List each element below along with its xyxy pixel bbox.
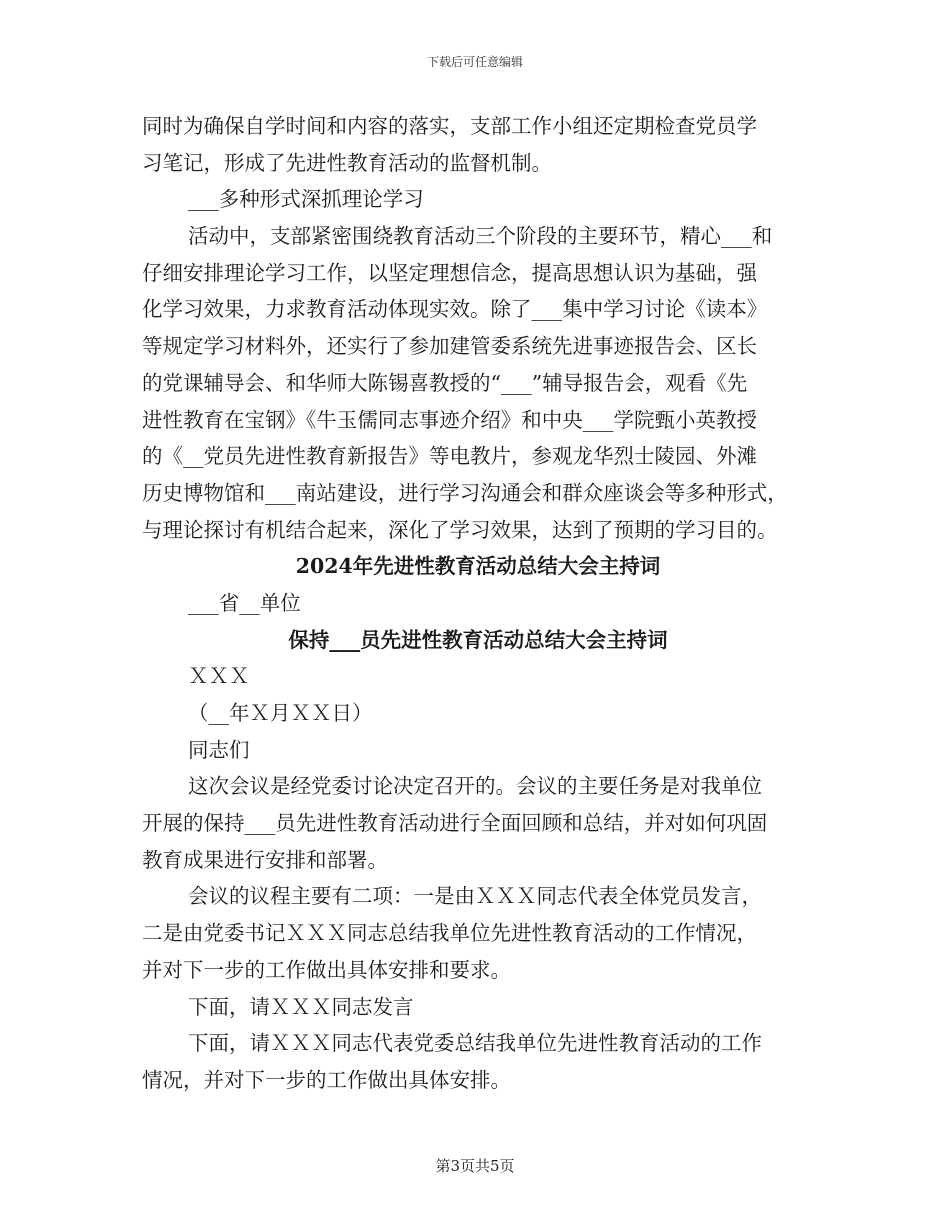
body-line: 并对下一步的工作做出具体安排和要求。 xyxy=(142,957,511,982)
body-line: 二是由党委书记ＸＸＸ同志总结我单位先进性教育活动的工作情况， xyxy=(142,921,757,946)
speech-date: （__年Ｘ月ＸＸ日） xyxy=(188,701,373,725)
body-line: 同时为确保自学时间和内容的落实，支部工作小组还定期检查党员学 xyxy=(142,114,757,138)
salutation: 同志们 xyxy=(188,737,250,762)
body-line: 会议的议程主要有二项：一是由ＸＸＸ同志代表全体党员发言， xyxy=(188,884,762,909)
body-line: 下面，请ＸＸＸ同志代表党委总结我单位先进性教育活动的工作 xyxy=(188,1031,762,1056)
body-line: 下面，请ＸＸＸ同志发言 xyxy=(188,994,414,1019)
page-footer: 第3页共5页 xyxy=(435,1157,515,1175)
body-line: 历史博物馆和___南站建设，进行学习沟通会和群众座谈会等多种形式， xyxy=(142,480,788,505)
body-line: 教育成果进行安排和部署。 xyxy=(142,847,388,872)
speech-title: 保持___员先进性教育活动总结大会主持词 xyxy=(288,627,668,652)
speaker-name: ＸＸＸ xyxy=(188,664,250,689)
document-title: 2024年先进性教育活动总结大会主持词 xyxy=(295,554,661,579)
body-line: 活动中，支部紧密围绕教育活动三个阶段的主要环节，精心___和 xyxy=(188,224,773,249)
section-heading: ___多种形式深抓理论学习 xyxy=(188,187,424,212)
body-line: 进性教育在宝钢》《牛玉儒同志事迹介绍》和中央___学院甄小英教授 xyxy=(142,407,757,432)
body-line: 等规定学习材料外，还实行了参加建管委系统先进事迹报告会、区长 xyxy=(142,334,757,359)
body-line: 开展的保持___员先进性教育活动进行全面回顾和总结，并对如何巩固 xyxy=(142,811,768,836)
organization-line: ___省__单位 xyxy=(188,590,301,615)
body-line: 这次会议是经党委讨论决定召开的。会议的主要任务是对我单位 xyxy=(188,774,762,799)
body-line: 仔细安排理论学习工作，以坚定理想信念，提高思想认识为基础，强 xyxy=(142,260,757,285)
page-header: 下载后可任意编辑 xyxy=(426,55,523,69)
body-line: 与理论探讨有机结合起来，深化了学习效果，达到了预期的学习目的。 xyxy=(142,517,778,542)
document-body xyxy=(142,108,814,1099)
body-line: 化学习效果，力求教育活动体现实效。除了___集中学习讨论《读本》 xyxy=(142,297,768,322)
body-line: 的党课辅导会、和华师大陈锡喜教授的“___”辅导报告会，观看《先 xyxy=(142,370,748,395)
body-line: 情况，并对下一步的工作做出具体安排。 xyxy=(142,1067,511,1092)
body-line: 习笔记，形成了先进性教育活动的监督机制。 xyxy=(142,150,552,175)
body-line: 的《__党员先进性教育新报告》等电教片，参观龙华烈士陵园、外滩 xyxy=(142,444,757,469)
